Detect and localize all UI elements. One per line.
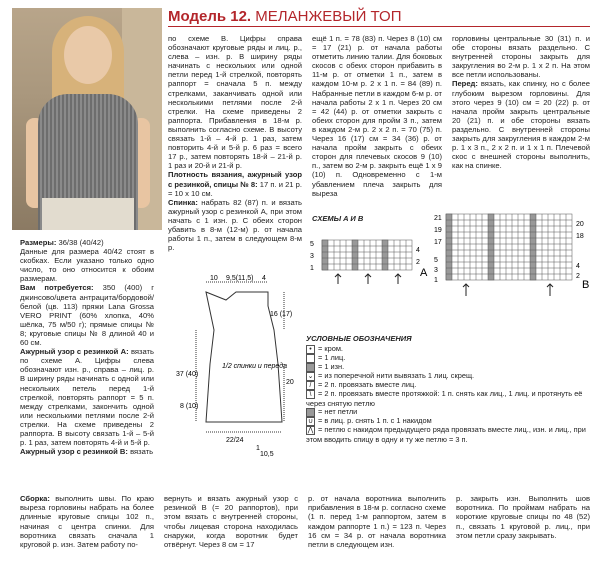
- schema-b-label: B: [582, 279, 590, 291]
- garment-schematic: [166, 272, 302, 458]
- model-number: Модель 12.: [168, 8, 252, 25]
- schema-b-row-4: 4: [576, 263, 580, 270]
- legend-item-twisted: ⌄ = из поперечной нити вывязать 1 лиц. скрещ.: [307, 371, 475, 380]
- bottom-col-1: [20, 494, 154, 549]
- schema-a-row-2: 2: [416, 259, 420, 266]
- model-photo: [12, 8, 162, 230]
- k2tog-icon: /: [306, 381, 315, 390]
- assembly-text: выполнить швы. По краю выреза горловины набрать на более длинные круговые спицы 102 п., начиная с центра спинки. Для воротника связать сначала 1 круговой р. изн. Затем работу по-: [20, 494, 154, 550]
- legend-item-ssk: \ = 2 п. провязать вместе протяжкой: 1 п. снять как лиц., 1 лиц. и протянуть её через снятую петлю: [306, 389, 583, 408]
- pattern-b-description: по схеме B. Цифры справа обозначают круговые ряды и лиц. р., слева – изн. р. В ширину ряды начинать с нескольких или одной петли перед 1-й стрелкой, повторять раппорт = сначала 5 п. между стрелками, заканчивать одной или несколькими петлями после 2-й стрелки. На схеме приведены 2 раппорта. Прибавления в 18-м р. выполнить согласно схеме. В высоту связать 1-й – 4-й р. 1 раз, затем повторить 4-й и 5-й р. 6 раз = всего 17 р., затем повторять 18-й – 21-й р. 1 раз и 20-й и 21-й р.: [168, 34, 302, 171]
- dim-lower: 8 (10): [180, 403, 199, 410]
- schema-b-row-17: 17: [434, 239, 442, 246]
- page-title: [168, 8, 401, 25]
- pattern-b-text: вязать: [130, 447, 154, 457]
- schema-b-row-21: 21: [434, 215, 442, 222]
- schema-a-row-3: 3: [310, 253, 314, 260]
- schema-a-label: A: [420, 267, 428, 279]
- legend-item-three-stitches: ⋀ = петлю с накидом предыдущего ряда провязать вместе лиц., изн. и лиц., при этом вводить спицу в одну и ту же петлю = 3 п.: [306, 425, 586, 444]
- dim-bottom: 22/24: [226, 437, 244, 444]
- slip-yo-icon: ∪: [307, 417, 314, 425]
- dim-top-left: 10: [210, 275, 218, 282]
- back-text: набрать 82 (87) п. и вязать ажурный узор с резинкой A, при этом начать с 1 изн. р. С обеих сторон убавить в 8-м (12-м) р. от начала работы 1 п., затем в следующем 8-м р.: [168, 197, 302, 253]
- schematic-label: 1/2 спинки и переда: [222, 363, 287, 370]
- schema-title: СХЕМЫ A И B: [312, 214, 364, 223]
- pattern-b-label: Ажурный узор с резинкой B:: [20, 447, 128, 457]
- sizes-label: Размеры:: [20, 238, 57, 247]
- collar-text-1: вернуть и вязать ажурный узор с резинкой B (= 20 раппортов), при этом вязать с внутренней стороны, чтобы лицевая сторона находилась снаружи, когда воротник будет отвёрнут. Через 8 см = 17: [164, 494, 298, 550]
- schema-b-row-18: 18: [576, 233, 584, 240]
- schema-b-row-2: 2: [576, 273, 580, 280]
- schema-b-row-3: 3: [434, 267, 438, 274]
- bottom-col-3: [308, 494, 446, 549]
- dim-hem: 1: [256, 445, 260, 452]
- dim-height: 37 (40): [176, 371, 199, 378]
- schema-b-row-20: 20: [576, 221, 584, 228]
- dim-top-right: 4: [262, 275, 266, 282]
- dim-neck: 9,5(11,5): [226, 275, 254, 282]
- ssk-icon: \: [306, 390, 315, 399]
- edge-stitch-icon: •: [306, 345, 315, 354]
- density-value: 17 п. и 21 р. = 10 х 10 см.: [168, 179, 302, 198]
- front-label: Перед:: [452, 79, 478, 89]
- bottom-col-2: [164, 494, 298, 549]
- twisted-stitch-icon: ⌄: [307, 372, 314, 380]
- collar-text-2: р. от начала воротника выполнить прибавления в 18-м р. согласно схеме (1 п. перед 1-м раппортом, затем в каждом раппорте 1 п.) = 123 п. Через 16 см = 34 р. от начала воротника петли в следующем изн.: [308, 494, 446, 550]
- legend-item-edge: • = кром.: [306, 344, 343, 354]
- schema-a: [308, 226, 428, 296]
- column-2: [168, 34, 302, 252]
- legend-item-k2tog: / = 2 п. провязать вместе лиц.: [306, 380, 416, 390]
- sizes-value: 36/38 (40/42): [58, 238, 104, 247]
- column-1: [20, 238, 154, 456]
- density-label: Плотность вязания, ажурный узор с резинкой, спицы № 8:: [168, 170, 302, 189]
- legend-item-slip-yo: ∪ = в лиц. р. снять 1 п. с 1 накидом: [307, 416, 432, 425]
- dim-side: 20: [286, 379, 294, 386]
- back-label: Спинка:: [168, 197, 198, 207]
- three-stitch-icon: ⋀: [307, 426, 314, 434]
- legend-item-purl: = 1 изн.: [306, 362, 344, 372]
- bottom-col-4: [456, 494, 590, 540]
- schema-b-row-19: 19: [434, 227, 442, 234]
- front-text: вязать, как спинку, но с более глубоким вырезом горловины. Для этого через 9 (10) см = 20 (22) р. от начала пройм закрыть центральные 20 (21) п. и обе стороны вязать раздельно. С внутренней стороны закрыть для закругления в каждом 2-м р. 1 х 3 п., 2 х 2 п. и 1 х 1 п. Плечевой скос с внешней стороны выполнить, как на спинке.: [452, 79, 590, 171]
- schema-b: [432, 208, 596, 308]
- dim-hem-2: 10,5: [260, 451, 274, 458]
- pattern-a-text: вязать по схеме A. Цифры слева обозначают изн. р., справа – лиц. р. В ширину ряды начинать с одной или нескольких петель перед 1-й стрелкой, повторять раппорт = 5 п. между стрелками, закончить одной или несколькими петлями после 2-й стрелки. На схеме приведены 2 раппорта. В высоту связать 1-й – 5-й р. 1 раз, затем повторять 4-й и 5-й р.: [20, 347, 154, 448]
- legend-title: УСЛОВНЫЕ ОБОЗНАЧЕНИЯ: [306, 334, 412, 343]
- model-name: МЕЛАНЖЕВЫЙ ТОП: [255, 8, 402, 25]
- pattern-a-label: Ажурный узор с резинкой A:: [20, 347, 129, 357]
- schema-a-row-1: 1: [310, 265, 314, 272]
- title-rule: [168, 26, 590, 27]
- schema-a-row-4: 4: [416, 247, 420, 254]
- schema-a-row-5: 5: [310, 241, 314, 248]
- schema-b-row-1: 1: [434, 277, 438, 284]
- legend-item-knit: = 1 лиц.: [306, 353, 345, 363]
- column-4: [452, 34, 590, 170]
- schema-b-row-5: 5: [434, 257, 438, 264]
- need-text: 350 (400) г джинсово/цвета антрацита/бордовой/белой (цв. 113) пряжи Lana Grossa VERO PRINT (60% хлопка, 40% шёлка, 75 м/50 г); прямые спицы № 8; круговые спицы № 8 длиной 40 и 60 см.: [20, 283, 154, 348]
- neckline-text: горловины центральные 30 (31) п. и обе стороны вязать раздельно. С внутренней стороны закрыть для закругления во 2-м р. 1 х 2 п. На этом все петли использованы.: [452, 34, 590, 80]
- back-continued: ещё 1 п. = 78 (83) п. Через 8 (10) см = 17 (21) р. от начала работы отметить линию талии. Для боковых скосов с обеих сторон прибавить в 11-м р. от отметки 1 п., затем в каждом 10-м р. 2 х 1 п. = 84 (89) п. Набранные петли в каждом 6-м р. от начала работы 2 х 1 п. Через 20 см = 42 (44) р. от отметки закрыть с обеих сторон для пройм 3 п., затем в каждом 2-м р. 2 х 2 п. = 70 (75) п. Через 16 (17) см = 34 (36) р. от начала пройм закрыть с обеих сторон для плечевых скосов 9 (10) п., затем во 2-м р. закрыть ещё 1 х 9 (10) п. Одновременно с 1-м убавлением плеча закрыть для выреза: [312, 34, 442, 198]
- need-label: Вам потребуется:: [20, 283, 94, 293]
- legend-item-no-stitch: = нет петли: [306, 407, 357, 417]
- sizes-text: Данные для размера 40/42 стоят в скобках. Если указано только одно число, то оно относится к обоим размерам.: [20, 247, 154, 284]
- armhole-finish-text: р. закрыть изн. Выполнить шов воротника. По проймам набрать на короткие круговые спицы по 48 (52) п., связать 1 круговой р. лиц., при этом петли сразу закрывать.: [456, 494, 590, 540]
- column-3: [312, 34, 442, 198]
- dim-armhole: 16 (17): [270, 311, 293, 318]
- assembly-label: Сборка:: [20, 494, 50, 503]
